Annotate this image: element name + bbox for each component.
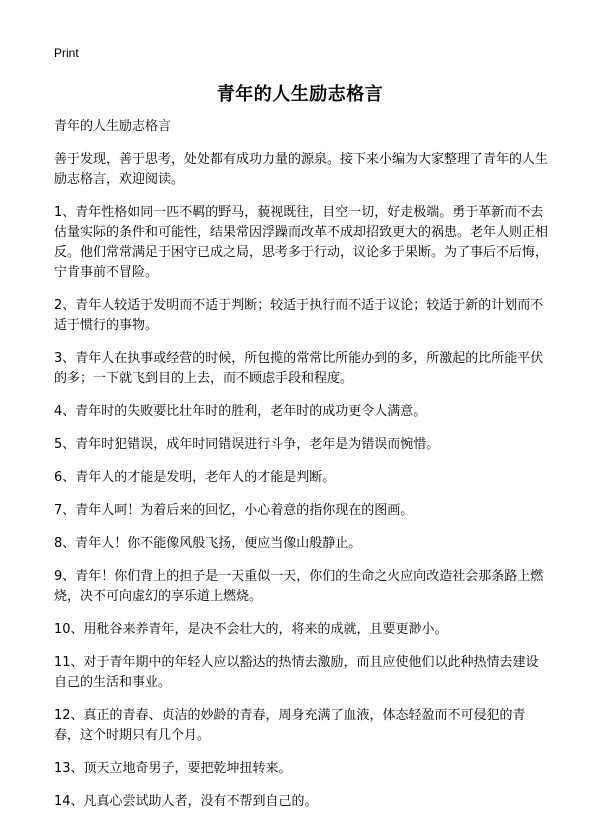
- article-subtitle: 青年的人生励志格言: [54, 119, 172, 134]
- article-content: [54, 117, 548, 825]
- quote-item: 6、青年人的才能是发明，老年人的才能是判断。: [54, 470, 336, 485]
- quote-item: 8、青年人！你不能像风般飞扬，便应当像山般静止。: [54, 536, 362, 551]
- quote-item: 5、青年时犯错误，成年时同错误进行斗争，老年是为错误而惋惜。: [54, 437, 440, 452]
- quote-item: 14、凡真心尝试助人者，没有不帮到自己的。: [54, 794, 318, 809]
- quote-item: 3、青年人在执事或经营的时候，所包揽的常常比所能办到的多，所激起的比所能平伏的多；一下就飞到目的上去，而不顾虑手段和程度。: [54, 351, 544, 386]
- quote-item: 13、顶天立地奇男子，要把乾坤扭转来。: [54, 761, 292, 776]
- quote-item: 7、青年人呵！为着后来的回忆，小心着意的指你现在的图画。: [54, 503, 414, 518]
- quote-item: 4、青年时的失败要比壮年时的胜利，老年时的成功更令人满意。: [54, 404, 427, 419]
- quote-item: 11、对于青年期中的年轻人应以豁达的热情去激励，而且应使他们以此种热情去建设自己的生活和事业。: [54, 655, 539, 690]
- page-title: 青年的人生励志格言: [216, 84, 384, 105]
- quote-item: 2、青年人较适于发明而不适于判断；较适于执行而不适于议论；较适于新的计划而不适于惯行的事物。: [54, 298, 544, 333]
- quote-item: 1、青年性格如同一匹不羁的野马，藐视既往，目空一切，好走极端。勇于革新而不去估量实际的条件和可能性，结果常因浮躁而改革不成却招致更大的祸患。老年人则正相反。他们常常满足于困守已成之局，思考多于行动，议论多于果断。为了事后不后悔，宁肯事前不冒险。: [54, 205, 549, 280]
- quote-item: 9、青年！你们背上的担子是一天重似一天，你们的生命之火应向改造社会那条路上燃烧，决不可向虚幻的享乐道上燃烧。: [54, 569, 544, 604]
- quote-item: 10、用秕谷来养青年，是决不会壮大的，将来的成就，且要更渺小。: [54, 622, 448, 637]
- print-link[interactable]: Print: [54, 46, 79, 60]
- article-intro: 善于发现，善于思考，处处都有成功力量的源泉。接下来小编为大家整理了青年的人生励志格言，欢迎阅读。: [54, 152, 549, 187]
- quote-item: 12、真正的青春、贞洁的妙龄的青春，周身充满了血液，体态轻盈而不可侵犯的青春，这个时期只有几个月。: [54, 708, 526, 743]
